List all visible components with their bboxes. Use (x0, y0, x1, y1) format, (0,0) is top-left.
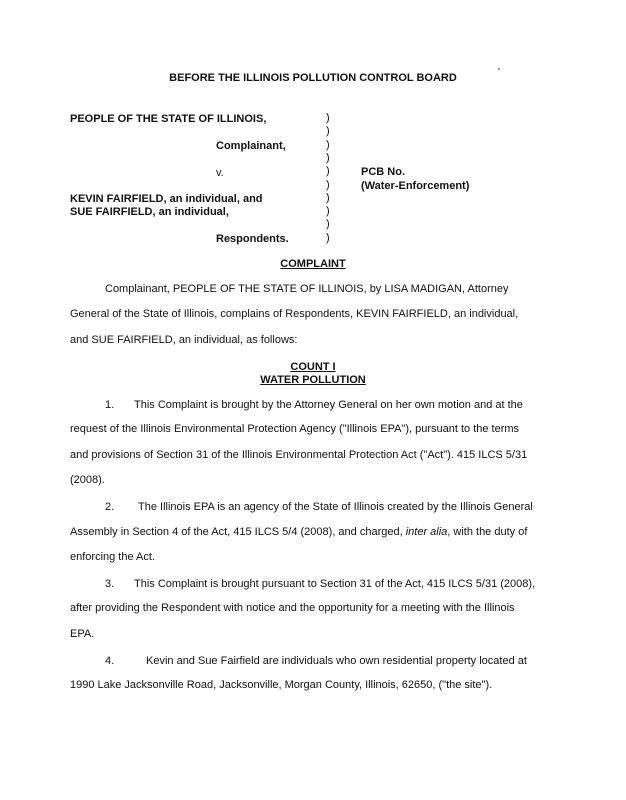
respondent-line-1: KEVIN FAIRFIELD, an individual, and (70, 193, 263, 205)
paragraph-line: and provisions of Section 31 of the Illinois Environmental Protection Act ("Act"). 415 ILCS 5/31 (70, 449, 528, 461)
paragraph-number: 2. (105, 501, 115, 513)
paragraph-text: Assembly in Section 4 of the Act, 415 ILCS 5/4 (2008), and charged, (70, 526, 406, 538)
paragraph-line: 1990 Lake Jacksonville Road, Jacksonville, Morgan County, Illinois, 62650, ("the site"). (70, 679, 493, 691)
paragraph-number: 4. (105, 655, 115, 667)
paragraph-line: This Complaint is brought by the Attorney General on her own motion and at the (134, 399, 523, 411)
paragraph-line: Kevin and Sue Fairfield are individuals who own residential property located at (146, 655, 527, 667)
caption-paren: ) (326, 232, 330, 244)
paragraph-text: , with the duty of (447, 526, 528, 538)
caption-paren: ) (326, 139, 330, 151)
intro-line: General of the State of Illinois, complains of Respondents, KEVIN FAIRFIELD, an individual, (70, 308, 519, 320)
caption-paren: ) (326, 205, 330, 217)
case-number: PCB No. (361, 166, 405, 178)
caption-paren: ) (326, 125, 330, 137)
paragraph-line: The Illinois EPA is an agency of the State of Illinois created by the Illinois General (138, 501, 533, 513)
paragraph-number: 1. (105, 399, 115, 411)
caption-paren: ) (326, 165, 330, 177)
intro-line: and SUE FAIRFIELD, an individual, as follows: (70, 334, 298, 346)
respondents-label: Respondents. (216, 233, 289, 245)
caption-paren: ) (326, 112, 330, 124)
respondent-line-2: SUE FAIRFIELD, an individual, (70, 206, 229, 218)
paragraph-line (70, 527, 527, 538)
versus-label: v. (216, 167, 224, 179)
caption-paren: ) (326, 192, 330, 204)
caption-paren: ) (326, 218, 330, 230)
count-number: COUNT I (290, 361, 336, 373)
complaint-heading: COMPLAINT (280, 258, 346, 270)
board-title: BEFORE THE ILLINOIS POLLUTION CONTROL BOARD (169, 72, 457, 84)
count-title: WATER POLLUTION (260, 374, 366, 386)
case-type: (Water-Enforcement) (361, 180, 470, 192)
paragraph-line: enforcing the Act. (70, 551, 155, 563)
paragraph-line: This Complaint is brought pursuant to Section 31 of the Act, 415 ILCS 5/31 (2008), (134, 578, 536, 590)
scan-speck (498, 68, 500, 70)
caption-paren: ) (326, 179, 330, 191)
paragraph-line: request of the Illinois Environmental Protection Agency ("Illinois EPA"), pursuant to the terms (70, 423, 520, 435)
paragraph-line: EPA. (70, 628, 95, 640)
caption-paren: ) (326, 152, 330, 164)
paragraph-line: (2008). (70, 474, 105, 486)
paragraph-number: 3. (105, 578, 115, 590)
paragraph-line: after providing the Respondent with notice and the opportunity for a meeting with the Illinois (70, 602, 515, 614)
complainant-label: Complainant, (216, 140, 286, 152)
complainant-party: PEOPLE OF THE STATE OF ILLINOIS, (70, 113, 267, 125)
latin-phrase: inter alia (405, 526, 448, 538)
intro-line: Complainant, PEOPLE OF THE STATE OF ILLINOIS, by LISA MADIGAN, Attorney (105, 283, 509, 295)
